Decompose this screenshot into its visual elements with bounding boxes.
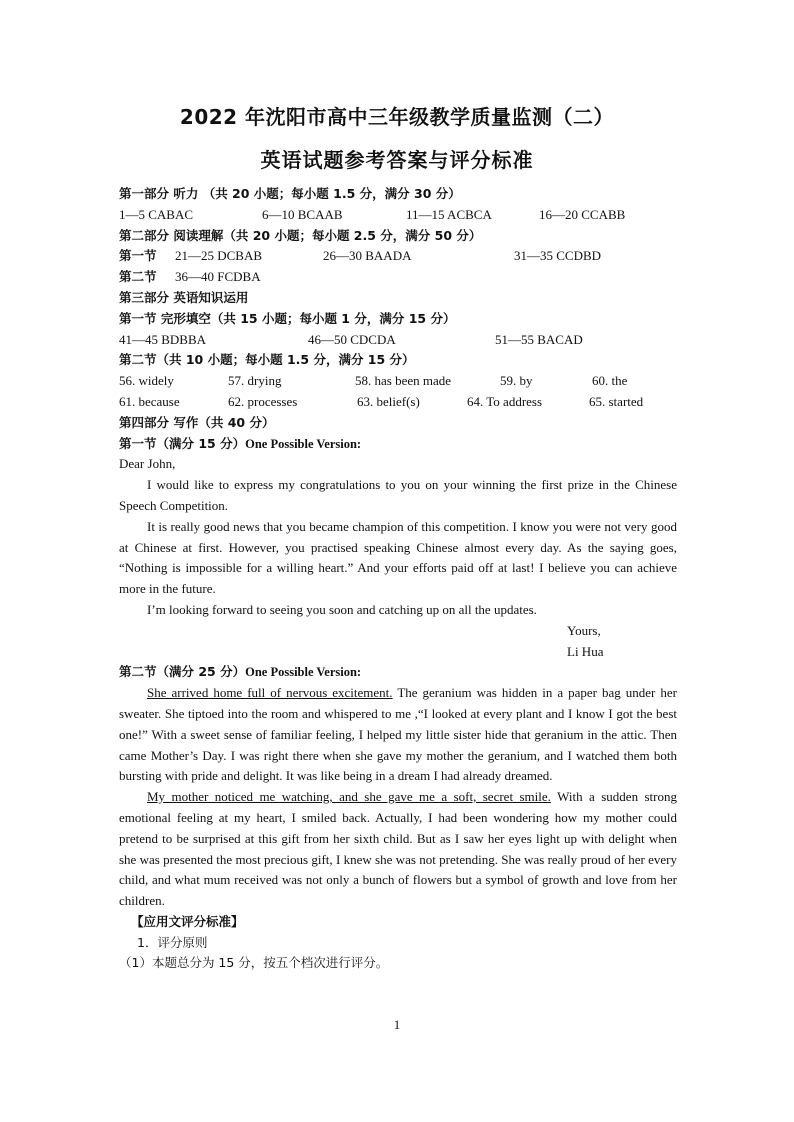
document-body	[119, 184, 677, 974]
story-text: With a sudden strong emotional feeling at my heart, I smiled back. Actually, I had been wondering how my mother could pretend to be surprised at this gift from her sixth child. But as I saw her eyes light up with delight when she was presented the most precious gift, I knew she was not pretending. She was really proud of her every child, and what mum received was not only a bunch of flowers but a symbol of growth and love from her children.	[119, 789, 677, 909]
criteria-subitem: （1）本题总分为 15 分，按五个档次进行评分。	[119, 955, 389, 971]
answer-group: 1—5 CABAC	[119, 206, 194, 222]
possible-version-label: One Possible Version:	[245, 436, 362, 451]
answer-group: 21—25 DCBAB	[175, 248, 263, 264]
answer-item: 64. To address	[467, 393, 543, 409]
part4-section2-heading	[119, 662, 677, 683]
part1-answer-row	[119, 205, 677, 226]
part3-section2-row1	[119, 371, 677, 392]
part3-section2-heading: 第二节（共 10 小题；每小题 1.5 分，满分 15 分）	[119, 352, 415, 368]
section-title: 第一节（满分 15 分）	[119, 435, 246, 451]
part4-heading: 第四部分 写作（共 40 分）	[119, 414, 275, 430]
answer-item: 61. because	[119, 393, 180, 409]
letter-paragraph: I’m looking forward to seeing you soon and catching up on all the updates.	[147, 601, 537, 617]
given-sentence: My mother noticed me watching, and she gave me a soft, secret smile.	[147, 789, 551, 805]
possible-version-label: One Possible Version:	[245, 665, 362, 680]
part2-section2-row	[119, 267, 677, 288]
part2-section1-row	[119, 246, 677, 267]
criteria-heading: 【应用文评分标准】	[131, 913, 244, 929]
story-paragraph	[119, 787, 677, 912]
story-paragraph	[119, 683, 677, 787]
part1-heading: 第一部分 听力 （共 20 小题；每小题 1.5 分，满分 30 分）	[119, 186, 461, 201]
answer-group: 26—30 BAADA	[323, 248, 412, 264]
criteria-item: 1．评分原则	[137, 934, 208, 950]
answer-item: 60. the	[592, 373, 628, 389]
page-subtitle: 英语试题参考答案与评分标准	[260, 148, 534, 172]
answer-group: 31—35 CCDBD	[514, 248, 602, 264]
answer-group: 11—15 ACBCA	[406, 206, 492, 222]
part4-section1-heading	[119, 434, 677, 455]
answer-group: 41—45 BDBBA	[119, 331, 207, 347]
answer-group: 51—55 BACAD	[495, 331, 583, 347]
answer-item: 58. has been made	[355, 373, 452, 389]
answer-group: 16—20 CCABB	[539, 206, 626, 222]
page-title: 2022 年沈阳市高中三年级教学质量监测（二）	[179, 105, 615, 129]
letter-paragraph: I would like to express my congratulations to you on your winning the first prize in the Chinese Speech Competition.	[119, 477, 677, 513]
letter-closing: Yours,	[567, 622, 601, 638]
letter-signature: Li Hua	[567, 643, 604, 659]
part3-section1-heading: 第一节 完形填空（共 15 小题；每小题 1 分，满分 15 分）	[119, 310, 456, 326]
page-number: 1	[393, 1017, 401, 1032]
section-label: 第一节	[119, 248, 157, 264]
answer-item: 59. by	[500, 373, 533, 389]
answer-item: 62. processes	[228, 393, 298, 409]
section-title: 第二节（满分 25 分）	[119, 664, 246, 680]
part3-heading: 第三部分 英语知识运用	[119, 289, 249, 305]
answer-group: 6—10 BCAAB	[262, 206, 343, 222]
story-text: The geranium was hidden in a paper bag under her sweater. She tiptoed into the room and whispered to me ,“I looked at every plant and I know I got the best one!” With a sweet sense of familiar feeling, I helped my little sister hide that geranium in the attic. Then came Mother’s Day. I was right there when she gave my mother the geranium, and I watched them both bursting with pride and delight. It was like being in a dream I had already dreamed.	[119, 685, 677, 784]
section-label: 第二节	[119, 269, 157, 285]
part3-section1-row	[119, 330, 677, 351]
letter-paragraph: It is really good news that you became champion of this competition. I know you were not very good at Chinese at first. However, you practised speaking Chinese almost every day. As the saying goes, “Nothing is impossible for a willing heart.” And your efforts paid off at last! I believe you can achieve more in the future.	[119, 518, 677, 597]
answer-item: 57. drying	[228, 373, 282, 389]
answer-item: 65. started	[589, 393, 644, 409]
answer-item: 63. belief(s)	[357, 393, 420, 409]
answer-item: 56. widely	[119, 373, 174, 389]
part3-section2-row2	[119, 392, 677, 413]
answer-group: 36—40 FCDBA	[175, 269, 261, 285]
part2-heading: 第二部分 阅读理解（共 20 小题；每小题 2.5 分，满分 50 分）	[119, 227, 482, 243]
letter-salutation: Dear John,	[119, 456, 176, 472]
answer-group: 46—50 CDCDA	[308, 331, 396, 347]
given-sentence: She arrived home full of nervous excitement.	[147, 685, 393, 701]
